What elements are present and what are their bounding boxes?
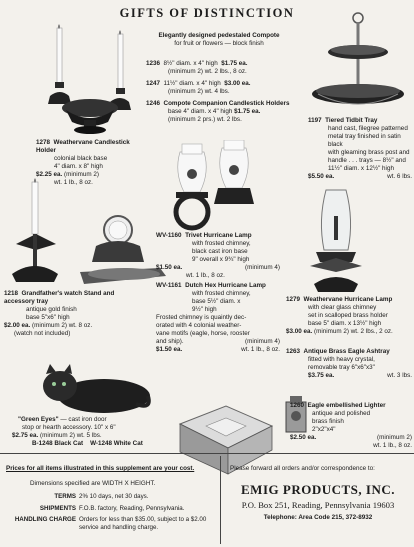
item-line: metal tray finished in satin black xyxy=(328,133,401,148)
item-line: with gleaming brass post and xyxy=(328,149,410,156)
compote-candlesticks-photo xyxy=(44,24,136,136)
terms-label: SHIPMENTS xyxy=(39,504,76,512)
item-number: 1260 xyxy=(290,402,305,409)
compote-item-1247 xyxy=(146,80,308,96)
cat-block xyxy=(12,416,172,448)
weathervane-candlestick-photo xyxy=(8,178,64,284)
item-line: Frosted chimney is quaintly dec- xyxy=(156,314,247,321)
trivet-lamp-block xyxy=(156,232,280,280)
lighter-block xyxy=(290,402,412,450)
item-line: base 5" diam. x 13½" high xyxy=(308,320,382,327)
item-line: base 5½" diam. x xyxy=(192,298,241,305)
item-number: WV-1160 xyxy=(156,232,182,239)
compote-heading xyxy=(134,32,304,40)
item-weight: wt. 3 lbs. xyxy=(387,372,412,379)
cat-variants: B-1248 Black Cat W-1248 White Cat xyxy=(32,440,143,447)
item-desc: Compote Companion Candlestick Holders xyxy=(163,100,290,107)
item-desc2: base 4" diam. x 4" high xyxy=(168,108,233,115)
item-name: Trivet Hurricane Lamp xyxy=(185,232,252,239)
item-weight: wt. 1 lb., 8 oz. xyxy=(186,272,225,279)
weathervane-lamp-photo xyxy=(306,186,366,294)
company-address: P.O. Box 251, Reading, Pennsylvania 19603 xyxy=(241,500,395,510)
terms-value: Orders for less than $35.00, subject to a $2.00 service and handling charge. xyxy=(79,516,207,531)
item-name: Weathervane Candlestick Holder xyxy=(36,139,130,154)
item-price: $3.00 ea. xyxy=(224,80,251,87)
item-number: 1278 xyxy=(36,139,51,146)
compote-item-1236 xyxy=(146,60,308,76)
item-price: $1.50 ea. xyxy=(156,264,183,271)
item-price: $2.75 ea. xyxy=(12,432,39,439)
item-name: Antique Brass Eagle Ashtray xyxy=(303,348,390,355)
item-name: Grandfather's watch Stand and accessory tray xyxy=(4,290,115,305)
item-weight: wt. 1 lb., 8 oz. xyxy=(241,346,280,353)
item-line: vane motifs (eagle, horse, rooster xyxy=(156,330,250,337)
company-name: EMIG PRODUCTS, INC. xyxy=(241,482,395,497)
page-title: GIFTS OF DISTINCTION xyxy=(119,6,295,20)
item-min: (minimum 2) xyxy=(377,434,412,441)
item-price: $2.50 ea. xyxy=(290,434,317,441)
item-weight: wt. 6 lbs. xyxy=(387,173,412,180)
terms-row xyxy=(4,512,218,531)
compote-item-1246 xyxy=(146,100,308,124)
item-line: antique gold finish xyxy=(26,306,77,313)
item-name: Tiered Tidbit Tray xyxy=(325,117,378,124)
item-min: (minimum 4) xyxy=(245,338,280,345)
item-line: hand cast, filegree patterned xyxy=(328,125,408,132)
terms-row xyxy=(4,501,218,513)
item-price: $5.50 ea. xyxy=(308,173,335,180)
item-min: (minimum 2) wt. 5 lbs. xyxy=(40,432,102,439)
hurricane-lamps-photo xyxy=(168,140,260,232)
item-min: (minimum 2 prs.) wt. 2 lbs. xyxy=(168,116,242,123)
item-line: — cast iron door xyxy=(58,416,107,423)
item-line: 4" diam. x 8" high xyxy=(54,163,103,170)
item-line: base 5"x6" high xyxy=(26,314,70,321)
item-line: and ship). xyxy=(156,338,184,345)
item-min: (minimum 2) wt. 8 oz. xyxy=(32,322,93,329)
item-min: (minimum 2) wt. 2 lbs., 2 oz. xyxy=(314,328,393,335)
candlestick-block xyxy=(36,139,140,187)
item-name: Eagle embellished Lighter xyxy=(307,402,386,409)
watch-stand-block xyxy=(4,290,134,338)
item-line: set in scalloped brass holder xyxy=(308,312,388,319)
item-line: handle . . . trays — 8½" and xyxy=(328,157,406,164)
cat-doorstop-photo xyxy=(36,364,154,416)
item-price: $1.50 ea. xyxy=(156,346,183,353)
item-name: Dutch Hex Hurricane Lamp xyxy=(185,282,266,289)
compote-heading-line2: for fruit or flowers — block finish xyxy=(174,40,264,47)
terms-value: F.O.B. factory, Reading, Pennsylvania. xyxy=(79,504,185,512)
terms-label: HANDLING CHARGE xyxy=(14,516,76,524)
item-min: (minimum 2) wt. 2 lbs., 8 oz. xyxy=(168,68,247,75)
item-min: (minimum 4) xyxy=(245,264,280,271)
item-price: $3.00 ea. xyxy=(286,328,313,335)
dutch-lamp-block xyxy=(156,282,280,354)
item-number: 1247 xyxy=(146,80,161,87)
item-line: antique and polished xyxy=(312,410,371,417)
terms-label: TERMS xyxy=(54,493,76,500)
item-note: (watch not included) xyxy=(14,330,71,337)
item-line: 11½" diam. x 12½" high xyxy=(328,165,394,172)
terms-table xyxy=(4,493,218,531)
item-name: Weathervane Hurricane Lamp xyxy=(303,296,393,303)
item-desc: 8½" diam. x 4" high xyxy=(163,60,218,67)
item-min: (minimum 2) wt. 4 lbs. xyxy=(168,88,230,95)
item-price: $1.75 ea. xyxy=(234,108,261,115)
weathervane-lamp-block xyxy=(286,296,412,336)
item-line: 2"x2"x4" xyxy=(312,426,336,433)
item-line: fitted with heavy crystal, xyxy=(308,356,375,363)
footer-rule xyxy=(0,453,414,454)
item-line: removable tray 6"x6"x3" xyxy=(308,364,375,371)
item-min: (minimum 2) xyxy=(64,171,99,178)
item-price: $3.75 ea. xyxy=(308,372,335,379)
item-line: stop or hearth accessory. 10" x 6" xyxy=(22,424,116,431)
item-weight: wt. 1 lb., 8 oz. xyxy=(373,442,412,449)
item-weight: wt. 1 lb., 8 oz. xyxy=(54,179,93,186)
ashtray-block xyxy=(286,348,412,380)
forward-note: Please forward all orders and/or correspondence to: xyxy=(230,465,375,472)
company-telephone: Telephone: Area Code 215, 372-8932 xyxy=(263,514,373,521)
item-number: 1197 xyxy=(308,117,322,124)
tidbit-tray-block xyxy=(308,117,412,181)
item-line: black cast iron base xyxy=(192,248,248,255)
item-price: $2.00 ea. xyxy=(4,322,31,329)
item-price: $1.75 ea. xyxy=(221,60,248,67)
terms-value: 2% 10 days, net 30 days. xyxy=(79,493,149,500)
item-line: 9½" high xyxy=(192,306,217,313)
item-line: colonial black base xyxy=(54,155,108,162)
terms-row xyxy=(4,493,218,501)
item-line: brass finish xyxy=(312,418,344,425)
footer-divider xyxy=(220,456,221,544)
item-number: 1263 xyxy=(286,348,301,355)
item-desc: 11½" diam. x 4" high xyxy=(163,80,221,87)
item-line: 9" overall x 9¾" high xyxy=(192,256,250,263)
item-number: 1246 xyxy=(146,100,161,107)
item-number: 1218 xyxy=(4,290,19,297)
item-price: $2.25 ea. xyxy=(36,171,63,178)
item-line: with clear glass chimney xyxy=(308,304,377,311)
item-detail xyxy=(146,108,308,116)
dimensions-note: Dimensions specified are WIDTH X HEIGHT. xyxy=(30,480,156,487)
watch-stand-photo xyxy=(80,206,166,290)
item-title: "Green Eyes" xyxy=(18,416,59,423)
item-line: orated with 4 colonial weather- xyxy=(156,322,242,329)
item-line: with frosted chimney, xyxy=(192,290,251,297)
item-number: WV-1161 xyxy=(156,282,182,289)
tidbit-tray-photo xyxy=(308,12,408,114)
item-number: 1236 xyxy=(146,60,161,67)
item-line: with frosted chimney, xyxy=(192,240,251,247)
item-number: 1279 xyxy=(286,296,301,303)
prices-note: Prices for all items illustrated in this supplement are your cost. xyxy=(6,465,195,472)
compote-heading-line1: Elegantly designed pedestaled Compote xyxy=(158,32,280,39)
